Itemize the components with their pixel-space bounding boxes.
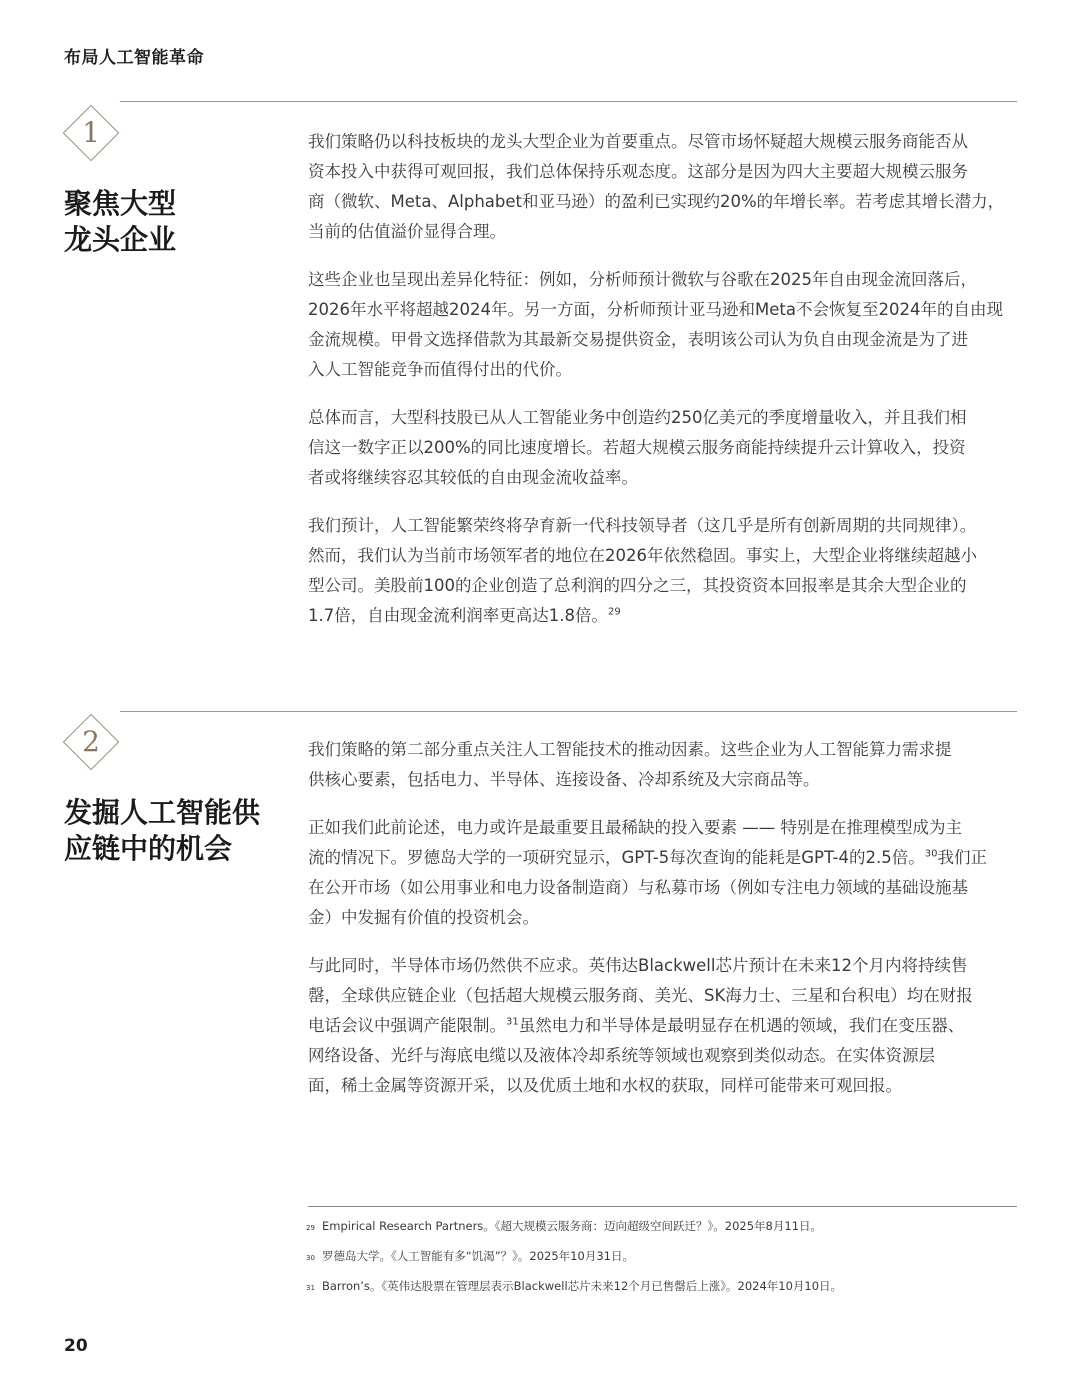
- section-title-line: 发掘人工智能供: [64, 796, 261, 829]
- section-number: 1: [82, 116, 100, 149]
- paragraph: 总体而言，大型科技股已从人工智能业务中创造约250亿美元的季度增量收入，并且我们相 信这一数字正以200%的同比速度增长。若超大规模云服务商能持续提升云计算收入，投资 者或将继续容忍其较低的自由现金流收益率。: [308, 408, 967, 487]
- section-divider: [120, 101, 1017, 102]
- footnote-ref[interactable]: 31: [506, 1016, 519, 1028]
- footnote: [306, 1218, 1018, 1248]
- footnote-number: 31: [306, 1284, 315, 1292]
- section-title-line: 聚焦大型: [64, 187, 177, 220]
- paragraph-text: 虽然电力和半导体是最明显存在机遇的领域，我们在变压器、 网络设备、光纤与海底电缆以及液体冷却系统等领域也观察到类似动态。在实体资源层 面，稀土金属等资源开采，以及优质土地和水权的获取，同样可能带来可观回报。: [308, 1016, 965, 1095]
- section-body: [308, 735, 1020, 1119]
- footnote-text: Empirical Research Partners。《超大规模云服务商：迈向超级空间跃迁？》。2025年8月11日。: [322, 1219, 823, 1233]
- paragraph-text: 与此同时，半导体市场仍然供不应求。英伟达Blackwell芯片预计在未来12个月内将持续售 罄，全球供应链企业（包括超大规模云服务商、美光、SK海力士、三星和台积电）均在财报 电话会议中强调产能限制。: [308, 956, 973, 1035]
- paragraph-text: 我们预计，人工智能繁荣终将孕育新一代科技领导者（这几乎是所有创新周期的共同规律）。 然而，我们认为当前市场领军者的地位在2026年依然稳固。事实上，大型企业将继续超越小 型公司。美股前100的企业创造了总利润的四分之三，其投资资本回报率是其余大型企业的 1.7倍，自由现金流利润率更高达1.8倍。: [308, 516, 977, 625]
- section-number-badge: [63, 714, 119, 770]
- footnote: [306, 1278, 1018, 1308]
- paragraph: 我们策略仍以科技板块的龙头大型企业为首要重点。尽管市场怀疑超大规模云服务商能否从 资本投入中获得可观回报，我们总体保持乐观态度。这部分是因为四大主要超大规模云服务 商（微软、Meta、Alphabet和亚马逊）的盈利已实现约20%的年增长率。若考虑其增长潜力， 当前的估值溢价显得合理。: [308, 132, 1005, 241]
- paragraph: [308, 951, 1020, 1101]
- running-title: 布局人工智能革命: [64, 48, 204, 68]
- paragraph-text: 正如我们此前论述，电力或许是最重要且最稀缺的投入要素 —— 特别是在推理模型成为主 流的情况下。罗德岛大学的一项研究显示，GPT-5每次查询的能耗是GPT-4的2.5倍。: [308, 818, 962, 867]
- paragraph: [308, 511, 1020, 631]
- footnote-ref[interactable]: 29: [607, 606, 621, 618]
- section-title: [64, 186, 176, 258]
- footnote-ref[interactable]: 30: [924, 848, 938, 860]
- footnote-number: 29: [306, 1224, 315, 1232]
- footnotes: [306, 1218, 1018, 1308]
- section-title-line: 龙头企业: [64, 223, 177, 256]
- footnote-divider: [308, 1206, 1017, 1207]
- footnote: [306, 1248, 1018, 1278]
- page-number: 20: [64, 1336, 88, 1356]
- footnote-number: 30: [306, 1254, 315, 1262]
- section-title: [64, 795, 260, 867]
- section-number-badge: [63, 105, 119, 161]
- section-divider: [120, 711, 1017, 712]
- paragraph: 这些企业也呈现出差异化特征：例如，分析师预计微软与谷歌在2025年自由现金流回落后， 2026年水平将超越2024年。另一方面，分析师预计亚马逊和Meta不会恢复至2024年的自由现 金流规模。甲骨文选择借款为其最新交易提供资金，表明该公司认为负自由现金流是为了进 入人工智能竞争而值得付出的代价。: [308, 270, 1003, 379]
- section-title-line: 应链中的机会: [64, 832, 233, 865]
- footnote-text: 罗德岛大学。《人工智能有多“饥渴”？》。2025年10月31日。: [322, 1249, 634, 1263]
- paragraph-text: 我们正 在公开市场（如公用事业和电力设备制造商）与私募市场（例如专注电力领域的基础设施基 金）中发掘有价值的投资机会。: [308, 848, 987, 927]
- paragraph: [308, 813, 1020, 933]
- footnote-text: Barron’s。《英伟达股票在管理层表示Blackwell芯片未来12个月已售罄后上涨》。2024年10月10日。: [322, 1279, 843, 1293]
- section-number: 2: [82, 725, 100, 758]
- section-body: [308, 127, 1020, 649]
- paragraph: 我们策略的第二部分重点关注人工智能技术的推动因素。这些企业为人工智能算力需求提 供核心要素，包括电力、半导体、连接设备、冷却系统及大宗商品等。: [308, 740, 952, 789]
